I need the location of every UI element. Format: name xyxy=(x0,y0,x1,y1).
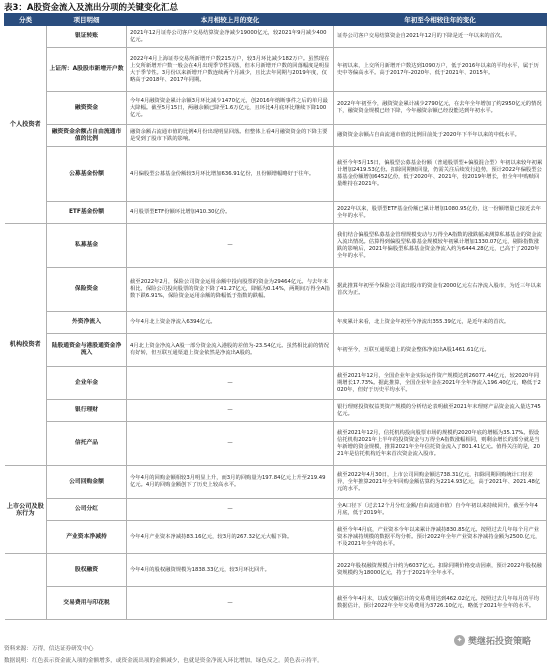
table-row xyxy=(5,312,547,334)
recent-change-cell: — xyxy=(127,367,334,400)
recent-change-cell: 2022年4月上海证券交易所新增开户数215万户，较3月环比减少182万户。虽然现在上交所新增开户数一般会在4月出现季节性回落，但本月新增开户数的回落幅度是明显大于季节性。3月份以来新增开户数连续两个月减少，且比去年同期与2019年度，仅略高于2018年、2017年同期。 xyxy=(127,48,334,92)
category-cell: 上市公司及股东行为 xyxy=(5,466,47,554)
item-cell: 企业年金 xyxy=(47,367,127,400)
recent-change-cell: 今年4月融资资金累计余额3月环比减少1470亿元，创2016年熔断事件之后的单月最大降幅。截至5月15日，两融余额已降至1.6万亿元，且环比4月底环比继续下降100亿元。 xyxy=(127,92,334,125)
recent-change-cell: — xyxy=(127,422,334,466)
table-title: 表3：A股资金流入及流出分项的关键变化汇总 xyxy=(4,3,178,13)
ytd-change-cell: 截至今年4月末，以成交额估计的交易费用达到462.02亿元。按照过去几年每月的平均数据估计，预计2022年全年交易费用为3726.10亿元，略低于2021年全年的水平。 xyxy=(334,587,547,620)
category-cell xyxy=(5,554,47,620)
recent-change-cell: — xyxy=(127,224,334,268)
source-note: 资料来源：万得，信达证券研发中心 xyxy=(4,646,94,652)
recent-change-cell: 今年4月产业资本净减持83.16亿元，较3月的267.32亿元大幅下降。 xyxy=(127,521,334,554)
ytd-change-cell: 年度累计来看，北上资金年初至今净流出355.39亿元，是近年来的首次。 xyxy=(334,312,547,334)
table-row xyxy=(5,202,547,224)
header-category: 分类 xyxy=(5,14,47,26)
header-ytd-change: 年初至今相较往年的变化 xyxy=(334,14,547,26)
table-row xyxy=(5,587,547,620)
table-row xyxy=(5,334,547,367)
ytd-change-cell: 2022年股权融资规模合计约为6037亿元。扣除同期价格变动因素，预计2022年股权融资规模约为18000亿元，持于于2021年全年水平。 xyxy=(334,554,547,587)
table-row xyxy=(5,400,547,422)
item-cell: 私募基金 xyxy=(47,224,127,268)
table-row xyxy=(5,125,547,147)
item-cell: 信托产品 xyxy=(47,422,127,466)
recent-change-cell: 今年4月的股权融资规模为1838.33亿元，较3月环比回升。 xyxy=(127,554,334,587)
wechat-icon: ✦ xyxy=(454,635,465,646)
ytd-change-cell: 截至2021年12月，全国企业年金实际运作资产规模达到26077.44亿元，较2020年同期增长17.73%。据此推算，全国企业年金在2021年全年净流入196.40亿元，略低于2020年，但好于历史平均水平。 xyxy=(334,367,547,400)
item-cell: 外资净流入 xyxy=(47,312,127,334)
ytd-change-cell: 截至2021年12月，信托机构投向股票市场的规模约2020年底的增幅为35.17%。假设信托机构2021年上半年的投资资金与万得全A指数涨幅相同，则剩余增长的部分就是当年新增的资金规模，推算2021年全年信托资金流入了801.41亿元。值得关注的是，2021年是信托机构近年来首次资金流入股市。 xyxy=(334,422,547,466)
ytd-change-cell: 年初以来，上交所月新增开户数达到1090万户，低于2016年以来的平均水平，属于历史中等偏高水平。高于2017年-2020年、低于2021年、2015年。 xyxy=(334,48,547,92)
recent-change-cell: 2021年12月证券公司客户交易结算资金净减少19000亿元，较2021年9月减少400亿元。 xyxy=(127,26,334,48)
table-row xyxy=(5,268,547,312)
item-cell: 股权融资 xyxy=(47,554,127,587)
recent-change-cell: 4月北上资金净流入A股一部分资金流入港股的差值为-23.54亿元。虽然相比前的情况有好转，但互联互通渠道上资金依然是净流出A股的。 xyxy=(127,334,334,367)
item-cell: 融资资金 xyxy=(47,92,127,125)
recent-change-cell: 4月股票型ETF份额环比增加410.30亿份。 xyxy=(127,202,334,224)
recent-change-cell: — xyxy=(127,400,334,422)
ytd-change-cell: 年初至今，互联互通渠道上的资金整体净流出A股1461.61亿元。 xyxy=(334,334,547,367)
item-cell: 公司回购金额 xyxy=(47,466,127,499)
watermark xyxy=(454,634,531,647)
ytd-change-cell: 据此推算年初至今保险公司流出股市的资金有2000亿元左右净流入股市，为近三年以来首次为正。 xyxy=(334,268,547,312)
data-explanation: 数据说明：红色表示资金流入项的金额增多，或资金流出项的金额减少，也就是资金净流入环比增加，绿色反之。黄色表示持平。 xyxy=(4,658,323,664)
table-row xyxy=(5,521,547,554)
table-row xyxy=(5,466,547,499)
ytd-change-cell: 截至今年4月底，产业资本今年以来累计净减持830.85亿元。按照过去几年每个月产业资本净减持规模的数据平均分析。预计2022年全年产业资本净减持金额为2500.亿元，不及2021年全年的水平。 xyxy=(334,521,547,554)
watermark-text: 樊继拓投资策略 xyxy=(468,637,532,647)
table-row xyxy=(5,367,547,400)
ytd-change-cell: 融资资金余额占自由流通市值的比例目前处于2020年下半年以来的中低水平。 xyxy=(334,125,547,147)
table-row xyxy=(5,26,547,48)
item-cell: 公募基金份额 xyxy=(47,147,127,202)
item-cell: 保险资金 xyxy=(47,268,127,312)
recent-change-cell: 截至2022年2月，保险公司资金运用余额中投向股票的资金为29464亿元。与去年末相比，保险公司投向股票的资金下降了41.27亿元，降幅为0.14%，两期间万得全A指数下跌6.91%，保险资金运用余额的降幅低于指数的跌幅。 xyxy=(127,268,334,312)
item-cell: ETF基金份额 xyxy=(47,202,127,224)
table-row xyxy=(5,554,547,587)
recent-change-cell: 今年4月北上资金净流入6394亿元。 xyxy=(127,312,334,334)
item-cell: 陆股通资金与港股通资金净流入 xyxy=(47,334,127,367)
item-cell: 银证转账 xyxy=(47,26,127,48)
summary-table xyxy=(4,13,547,620)
header-row xyxy=(5,14,547,26)
recent-change-cell: 4月偏股型公募基金份额较3月环比增加636.91亿份，且份额增幅略好于往年。 xyxy=(127,147,334,202)
item-cell: 公司分红 xyxy=(47,499,127,521)
table-row xyxy=(5,92,547,125)
header-item: 项目明细 xyxy=(47,14,127,26)
recent-change-cell: 今年4月的回购金额相较3月明显上升，而3月的回购量为197.84亿元上升至219.49亿元。4月的回购金额创下了历史上较高水平。 xyxy=(127,466,334,499)
ytd-change-cell: 银行理财投资权益类资产规模的分析结论表明截至2021年末理财产品资金流入量达745亿元。 xyxy=(334,400,547,422)
header-recent-change: 本月相较上月的变化 xyxy=(127,14,334,26)
ytd-change-cell: 全A口径下（过去12个月分红金额/自由流通市值）自今年初以来持续回升，截至今年4月底，低于2019年。 xyxy=(334,499,547,521)
item-cell: 融资资金余额占自由流通市值的比例 xyxy=(47,125,127,147)
ytd-change-cell: 我们结合偏股型私募基金管理规模变动与万得全A指数的涨跌幅来测算私募基金的资金流入流出情况。估算得到偏股型私募基金规模较年初累计增加1330.07亿元，剔除指数涨跌的影响后，2021年偏股型私募基金资金净流入约为6444.28亿元，已高于了2020年全年的水平。 xyxy=(334,224,547,268)
table-row xyxy=(5,224,547,268)
recent-change-cell: — xyxy=(127,499,334,521)
ytd-change-cell: 证券公司客户交易结算资金自2021年12月的下降是近一年以来的首次。 xyxy=(334,26,547,48)
item-cell: 产业资本净减持 xyxy=(47,521,127,554)
item-cell: 上证所：A股股市新增开户数 xyxy=(47,48,127,92)
recent-change-cell: — xyxy=(127,587,334,620)
ytd-change-cell: 2022年以来，股票型ETF基金份额已累计增加1080.95亿份，这一份额增量已接近去年全年的水平。 xyxy=(334,202,547,224)
item-cell: 交易费用与印花税 xyxy=(47,587,127,620)
ytd-change-cell: 截至2022年4月30日，上市公司回购金额达738.31亿元，扣除同期回购统计口径差异，全年推算2021年全年回购金额估算约为2214.93亿元，高于2021年、2021.48亿元的水平。 xyxy=(334,466,547,499)
ytd-change-cell: 2022年年初至今，融资资金累计减少2790亿元，在去年全年增加了约2950亿元的情况下，融资资金规模已经下降，今年融资余额已经没能达到年初水平。 xyxy=(334,92,547,125)
ytd-change-cell: 截至今年5月15日，偏股型公募基金份额（普通股票型+偏股混合型）年初以来较年初累计增加2419.53亿份。扣除同期赎回量，仍需关注后续发行趋势，预计2022年偏股型公募基金份额增加6452亿份，低于2020年、2021年，较2019年增长，但全年申购赎回量维持在2021年。 xyxy=(334,147,547,202)
category-cell: 个人投资者 xyxy=(5,26,47,224)
table-row xyxy=(5,147,547,202)
table-row xyxy=(5,48,547,92)
item-cell: 银行理财 xyxy=(47,400,127,422)
table-row xyxy=(5,422,547,466)
category-cell: 机构投资者 xyxy=(5,224,47,466)
table-row xyxy=(5,499,547,521)
recent-change-cell: 融资余额占流通市值的比例4月份出现明显回落。但整体上看4月融资资金的下降主要是受到了股市下跌的影响。 xyxy=(127,125,334,147)
